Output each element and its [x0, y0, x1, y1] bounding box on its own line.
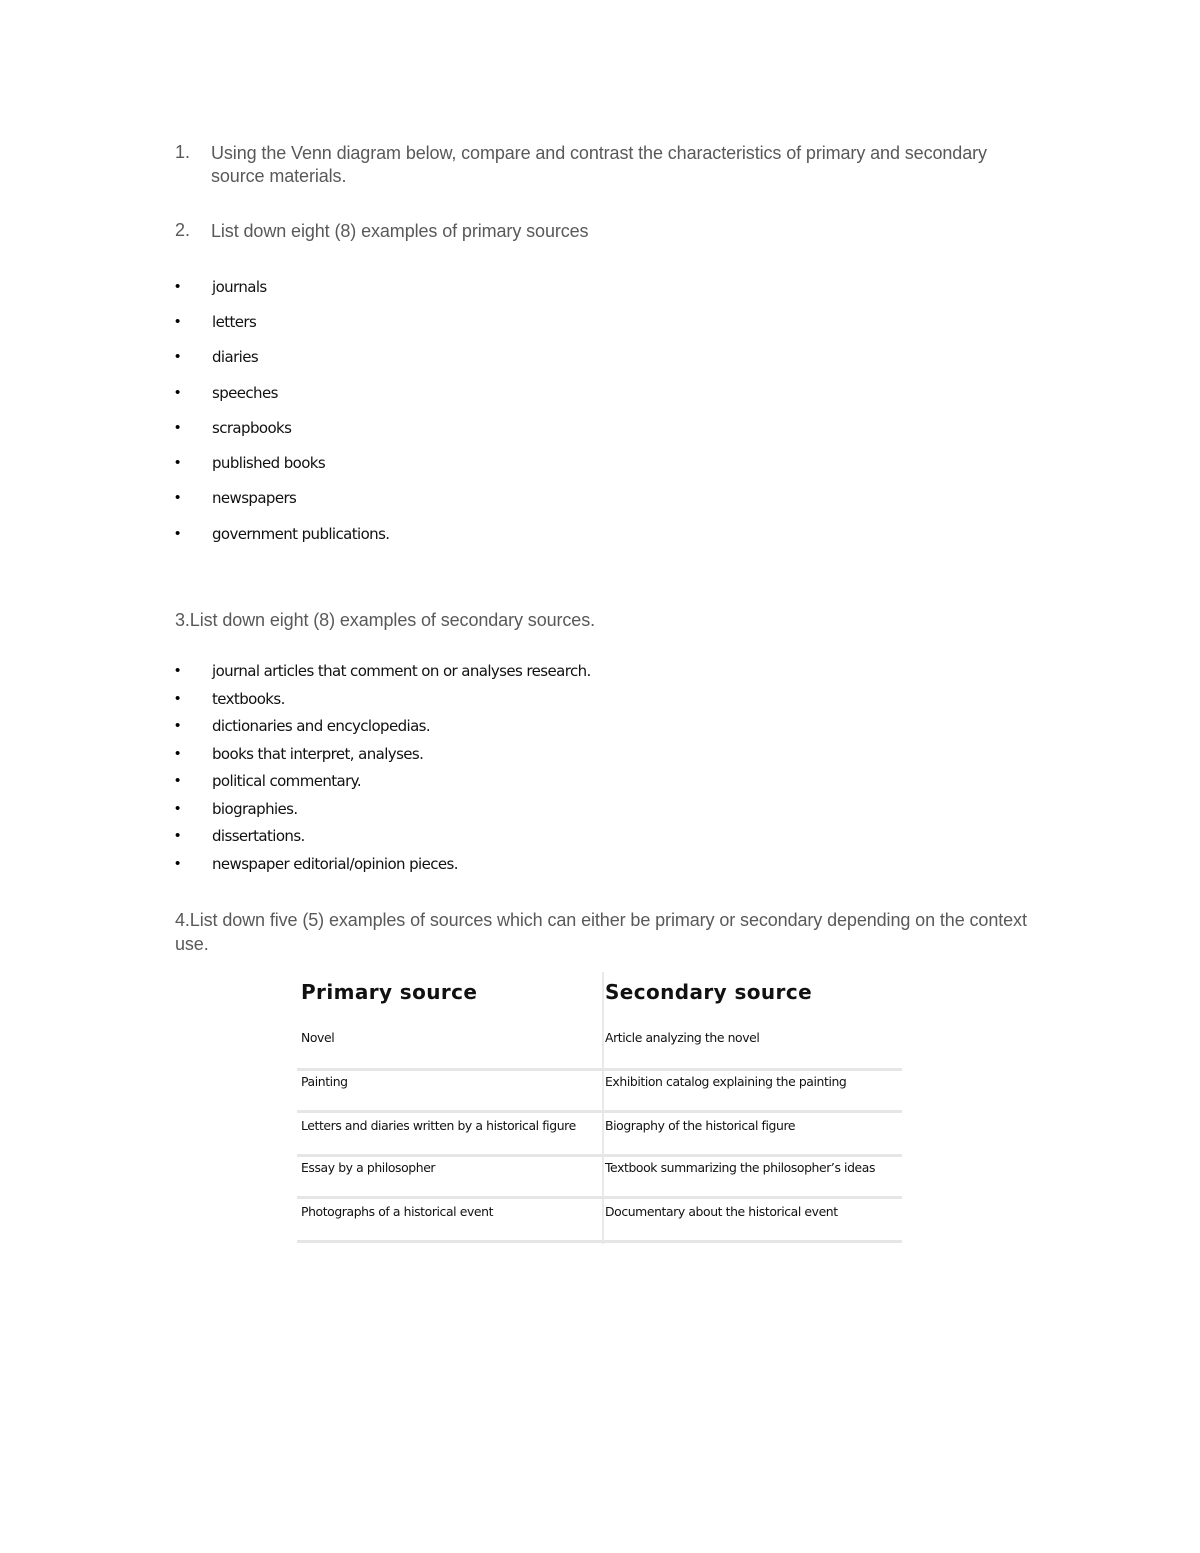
bullet-glyph: • — [175, 772, 181, 789]
question-1-number: 1. — [175, 142, 191, 162]
table-header-primary: Primary source — [301, 980, 478, 1004]
table-cell-primary: Painting — [301, 1074, 348, 1089]
table-cell-secondary: Biography of the historical figure — [605, 1118, 796, 1133]
bullet-glyph: • — [175, 525, 181, 542]
secondary-source-list-item: books that interpret, analyses. — [212, 745, 424, 763]
table-row-divider — [297, 1240, 902, 1243]
primary-source-list-item: journals — [212, 278, 267, 296]
secondary-source-list-item: dictionaries and encyclopedias. — [212, 717, 431, 735]
question-2-text: List down eight (8) examples of primary sources — [211, 221, 589, 241]
bullet-glyph: • — [175, 348, 181, 365]
table-row-divider — [297, 1196, 902, 1199]
table-cell-secondary: Documentary about the historical event — [605, 1204, 838, 1219]
question-3-text: 3.List down eight (8) examples of secondary sources. — [175, 610, 596, 630]
table-cell-primary: Photographs of a historical event — [301, 1204, 494, 1219]
primary-source-list-item: newspapers — [212, 489, 297, 507]
question-2-number: 2. — [175, 220, 191, 240]
question-4-text-line-2: use. — [175, 934, 209, 954]
bullet-glyph: • — [175, 690, 181, 707]
table-header-secondary: Secondary source — [605, 980, 813, 1004]
bullet-glyph: • — [175, 745, 181, 762]
question-1-text-line-1: Using the Venn diagram below, compare and contrast the characteristics of primary and secondary — [211, 143, 987, 163]
primary-source-list-item: letters — [212, 313, 257, 331]
secondary-source-list-item: biographies. — [212, 800, 298, 818]
secondary-source-list-item: dissertations. — [212, 827, 305, 845]
table-row-divider — [297, 1068, 902, 1071]
secondary-source-list-item: textbooks. — [212, 690, 285, 708]
bullet-glyph: • — [175, 454, 181, 471]
secondary-source-list-item: newspaper editorial/opinion pieces. — [212, 855, 458, 873]
secondary-source-list-item: journal articles that comment on or analyses research. — [212, 662, 591, 680]
primary-source-list-item: published books — [212, 454, 326, 472]
primary-source-list-item: diaries — [212, 348, 259, 366]
table-cell-secondary: Exhibition catalog explaining the painting — [605, 1074, 847, 1089]
secondary-source-list-item: political commentary. — [212, 772, 361, 790]
bullet-glyph: • — [175, 827, 181, 844]
table-cell-secondary: Textbook summarizing the philosopher’s ideas — [605, 1160, 876, 1175]
bullet-glyph: • — [175, 278, 181, 295]
bullet-glyph: • — [175, 855, 181, 872]
table-cell-primary: Novel — [301, 1030, 335, 1045]
bullet-glyph: • — [175, 489, 181, 506]
table-cell-primary: Letters and diaries written by a historical figure — [301, 1118, 576, 1133]
bullet-glyph: • — [175, 419, 181, 436]
primary-source-list-item: government publications. — [212, 525, 390, 543]
primary-source-list-item: speeches — [212, 384, 278, 402]
bullet-glyph: • — [175, 800, 181, 817]
table-row-divider — [297, 1154, 902, 1157]
bullet-glyph: • — [175, 384, 181, 401]
question-1-text-line-2: source materials. — [211, 166, 347, 186]
bullet-glyph: • — [175, 313, 181, 330]
table-column-divider — [602, 972, 604, 1244]
primary-source-list-item: scrapbooks — [212, 419, 292, 437]
table-row-divider — [297, 1110, 902, 1113]
bullet-glyph: • — [175, 662, 181, 679]
bullet-glyph: • — [175, 717, 181, 734]
table-cell-primary: Essay by a philosopher — [301, 1160, 436, 1175]
question-4-text-line-1: 4.List down five (5) examples of sources which can either be primary or secondary depending on the context — [175, 910, 1027, 930]
table-cell-secondary: Article analyzing the novel — [605, 1030, 760, 1045]
